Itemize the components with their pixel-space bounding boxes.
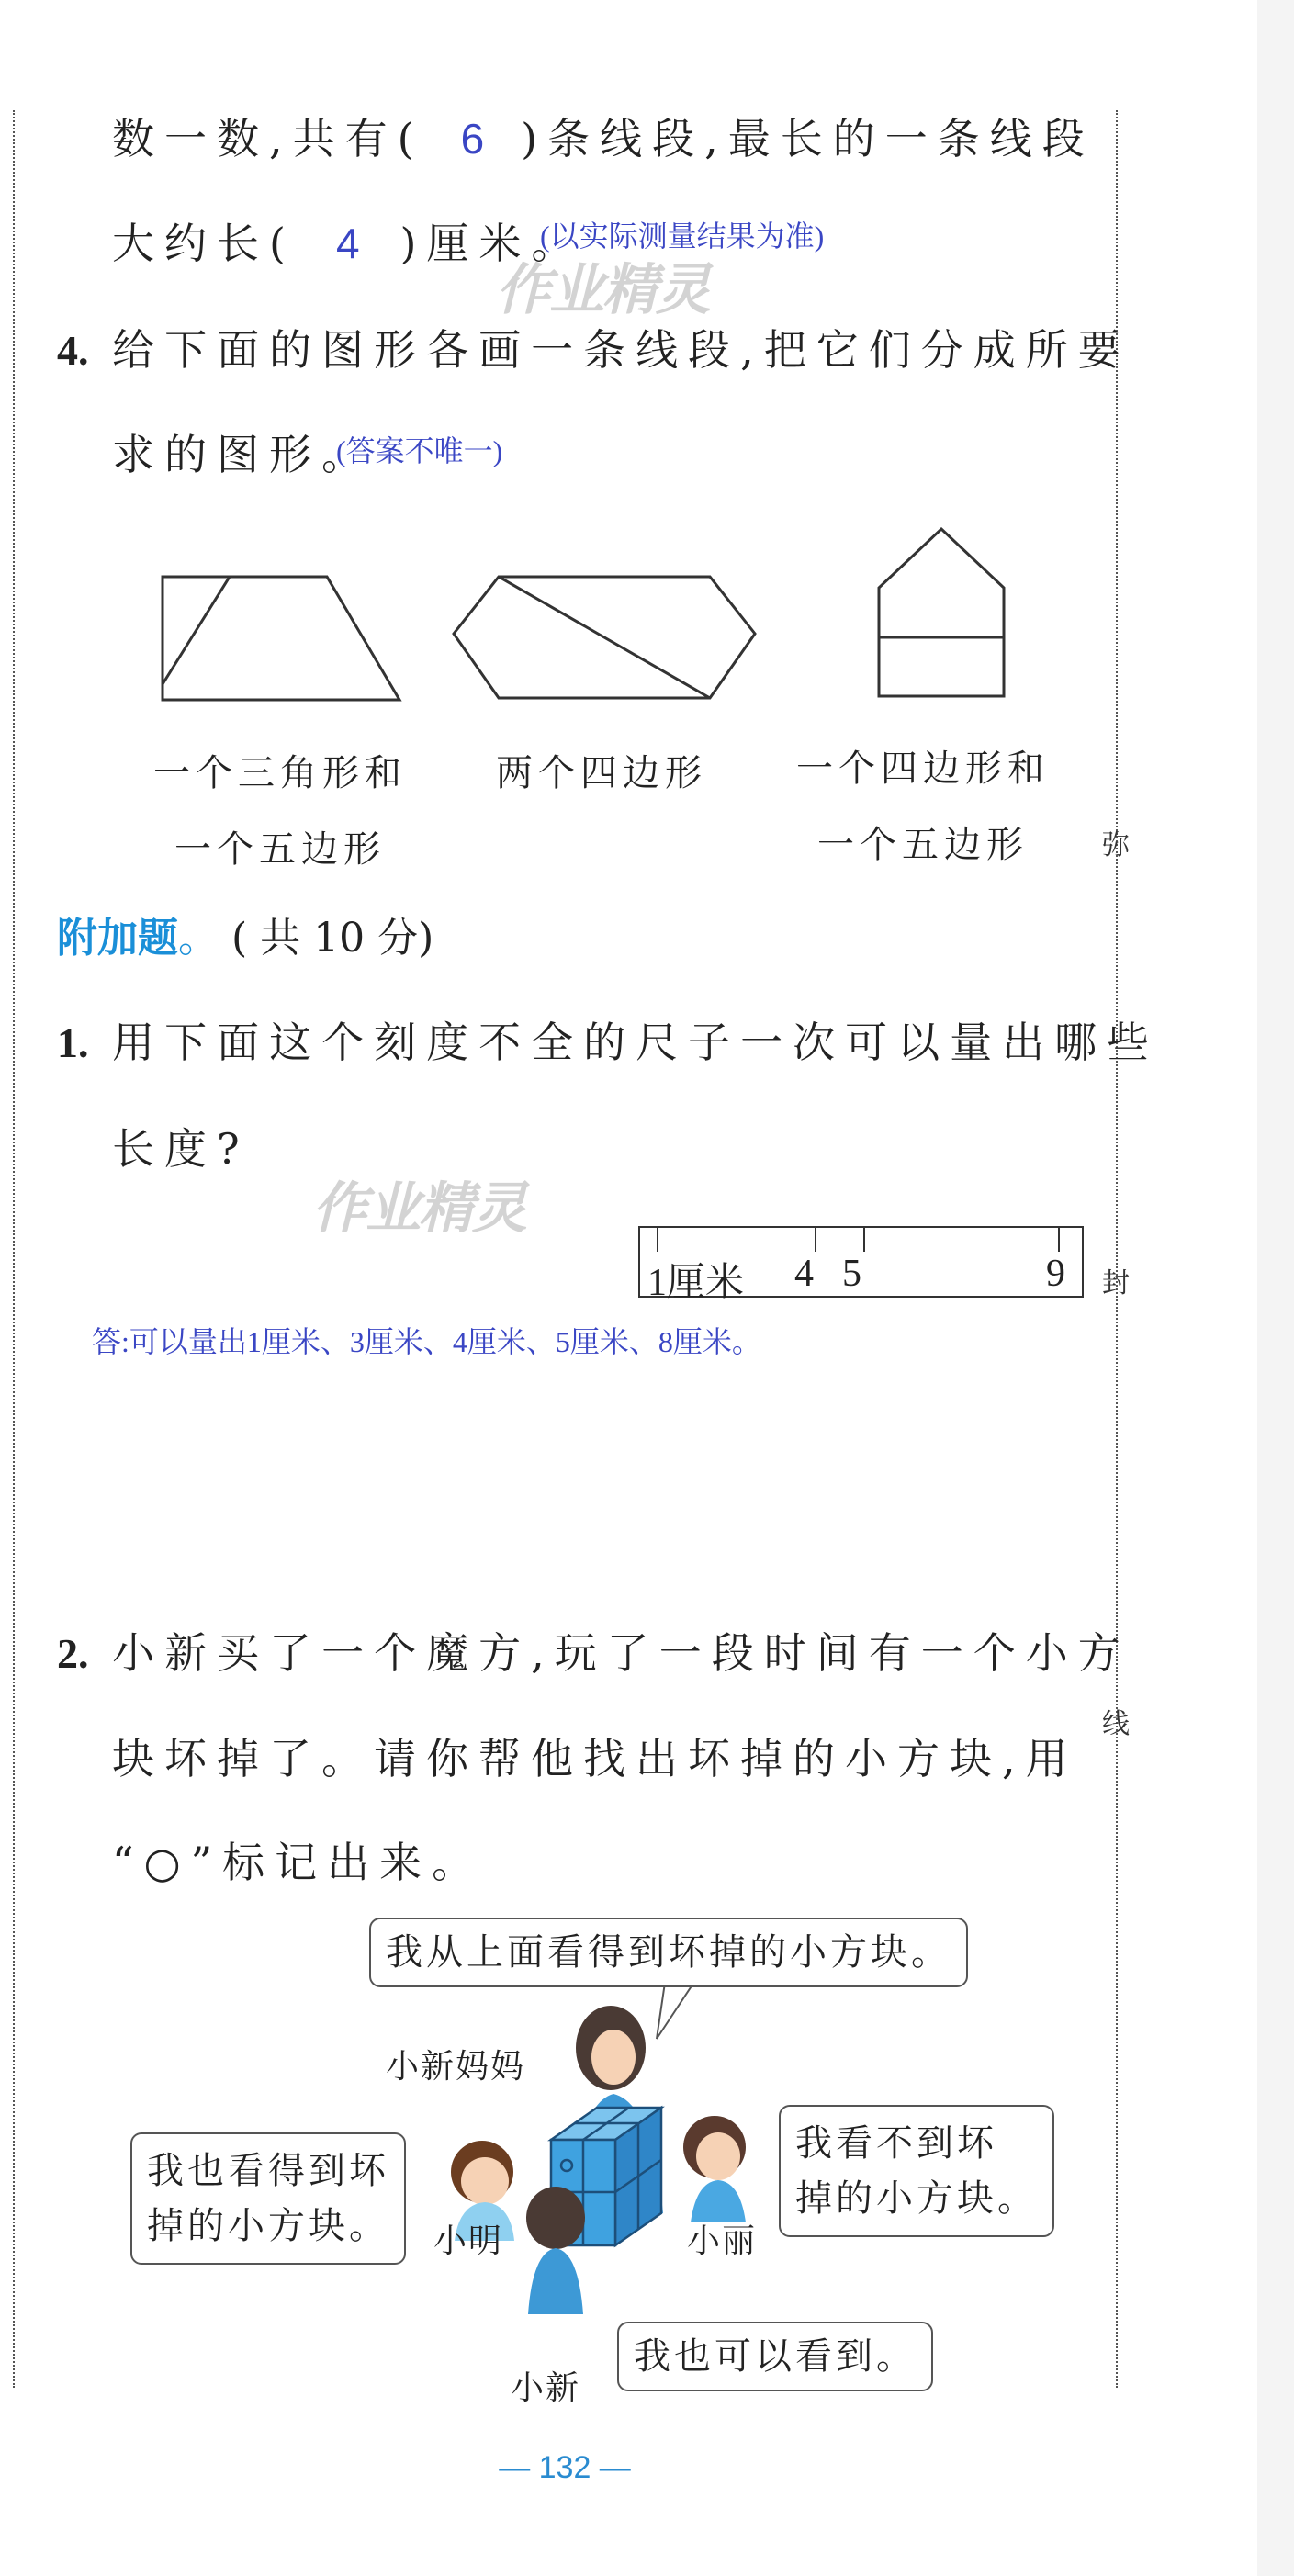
q3-answer-count: 6 <box>460 115 485 163</box>
caption-3-line1: 一个四边形和 <box>796 748 1050 790</box>
mom-speech-bubble <box>369 1918 968 1987</box>
side-label-mi: 弥 <box>1102 829 1130 861</box>
q3-text-d: )厘米。 <box>399 219 584 268</box>
q4-shapes <box>0 0 1130 735</box>
watermark: 作业精灵 <box>496 259 709 321</box>
caption-3-line2: 一个五边形 <box>817 824 1029 866</box>
caption-1-line1: 一个三角形和 <box>153 752 407 794</box>
house-shape <box>879 529 1004 696</box>
b1-text1: 用下面这个刻度不全的尺子一次可以量出哪些 <box>112 1018 1160 1067</box>
side-label-xian: 线 <box>1102 1708 1130 1740</box>
q4-number: 4. <box>57 327 89 374</box>
b1-text2: 长度? <box>112 1124 250 1174</box>
bonus-heading <box>57 905 433 963</box>
b2-text1: 小新买了一个魔方,玩了一段时间有一个小方 <box>112 1628 1131 1678</box>
ruler-label-5: 5 <box>842 1253 861 1295</box>
ming-speech-line2: 掉的小方块。 <box>147 2205 389 2247</box>
bonus-points: ( 共 10 分) <box>231 915 434 962</box>
li-speech-line1: 我看不到坏 <box>795 2122 997 2165</box>
b2-number: 2. <box>57 1630 89 1677</box>
q3-text-b: )条线段,最长的一条线段 <box>521 114 1095 163</box>
q4-text1: 给下面的图形各画一条线段,把它们分成所要 <box>112 325 1131 375</box>
ming-speech-line1: 我也看得到坏 <box>147 2150 389 2192</box>
page-edge <box>1257 0 1294 2576</box>
trapezoid-division-line <box>163 577 230 684</box>
xin-speech-text: 我也可以看到。 <box>634 2335 917 2378</box>
xiaoli-figure <box>683 2116 746 2222</box>
side-label-feng: 封 <box>1102 1267 1130 1299</box>
watermark-2: 作业精灵 <box>312 1177 525 1239</box>
b1-number: 1. <box>57 1019 89 1066</box>
xin-speech-bubble <box>617 2322 933 2391</box>
name-ming: 小明 <box>433 2222 504 2260</box>
b2-line1 <box>57 1628 1131 1678</box>
q3-note: (以实际测量结果为准) <box>540 219 825 253</box>
q4-note: (答案不唯一) <box>336 434 503 467</box>
b1-line1 <box>57 1018 1160 1067</box>
ming-speech-bubble <box>130 2132 406 2265</box>
b2-text3: “○”标记出来。 <box>112 1838 485 1887</box>
q3-answer-length: 4 <box>335 219 360 267</box>
name-mom: 小新妈妈 <box>386 2048 526 2086</box>
ruler-tick-9 <box>1058 1228 1060 1252</box>
ruler-label-9: 9 <box>1046 1253 1065 1295</box>
trapezoid-shape <box>163 577 399 700</box>
ruler-tick-5 <box>863 1228 865 1252</box>
name-xin: 小新 <box>511 2369 581 2407</box>
b2-text2: 块坏掉了。请你帮他找出坏掉的小方块,用 <box>112 1734 1078 1783</box>
li-speech-line2: 掉的小方块。 <box>795 2177 1038 2220</box>
bonus-title-dot: 。 <box>178 915 219 962</box>
bonus-title: 附加题 <box>57 916 178 961</box>
ruler-tick-4 <box>815 1228 816 1252</box>
ruler <box>638 1226 1084 1304</box>
ruler-label-4: 4 <box>794 1253 814 1295</box>
q3-text-c: 大约长( <box>112 219 296 268</box>
q3-text-a: 数一数,共有( <box>112 114 424 163</box>
caption-2-line1: 两个四边形 <box>496 752 707 794</box>
hexagon-division-line <box>499 577 710 698</box>
xiaoxin-figure <box>526 2187 585 2314</box>
q4-text2: 求的图形。 <box>112 430 374 479</box>
li-speech-bubble <box>779 2105 1054 2237</box>
b1-answer: 答:可以量出1厘米、3厘米、4厘米、5厘米、8厘米。 <box>92 1325 761 1358</box>
ruler-tick-1 <box>657 1228 658 1252</box>
b1-line2 <box>112 1124 250 1174</box>
ruler-label-1cm: 1厘米 <box>647 1262 745 1304</box>
page-number: — 132 — <box>499 2450 631 2485</box>
mom-speech-text: 我从上面看得到坏掉的小方块。 <box>386 1931 951 1974</box>
name-li: 小丽 <box>687 2222 758 2260</box>
caption-1-line2: 一个五边形 <box>174 828 386 871</box>
b2-line3 <box>112 1838 485 1887</box>
b2-line2 <box>112 1734 1078 1783</box>
